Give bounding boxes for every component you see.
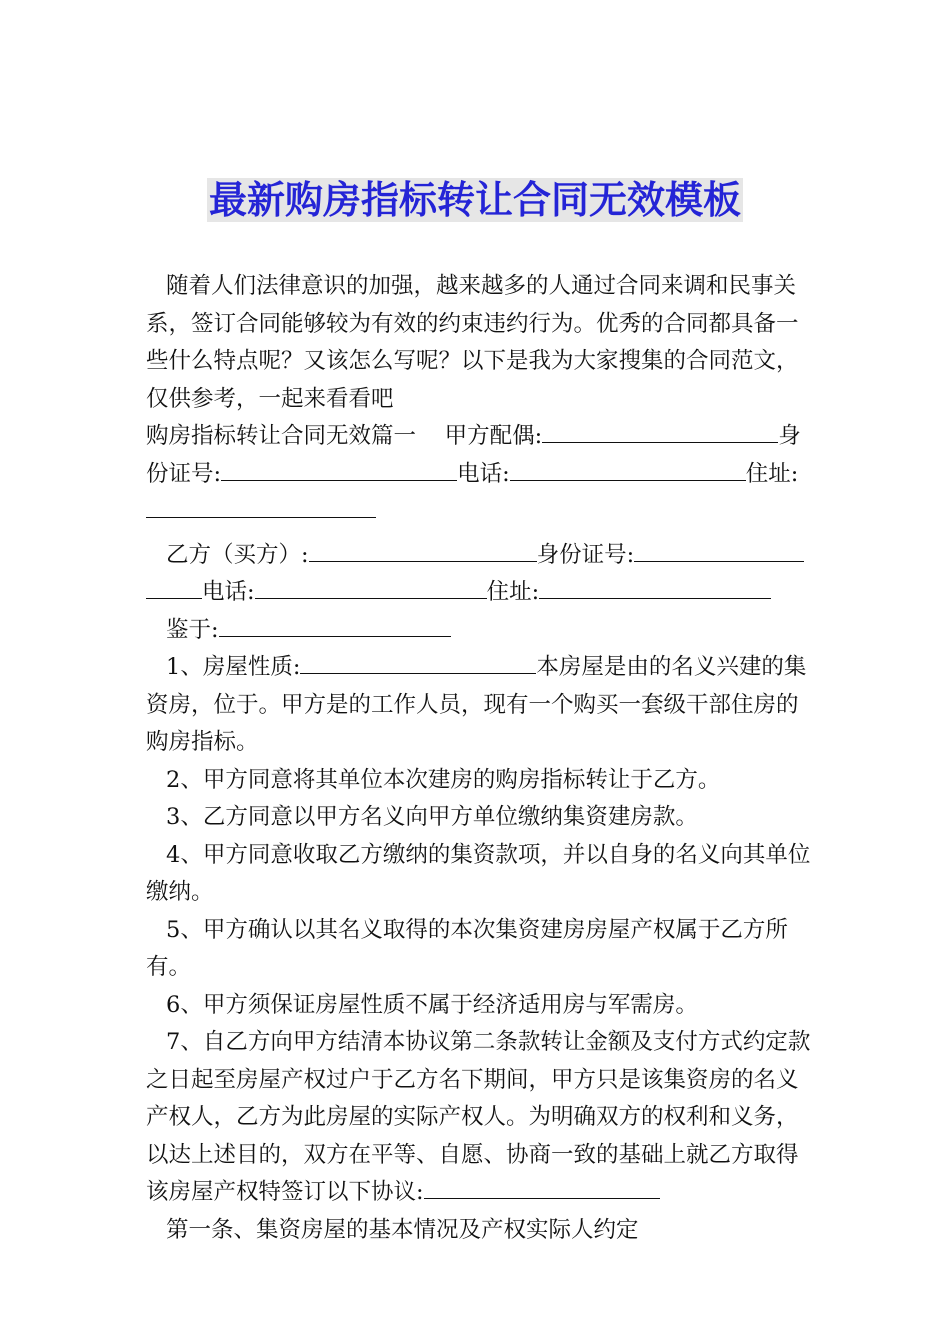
whereas-line [146,612,816,650]
intro-paragraph: 随着人们法律意识的加强，越来越多的人通过合同来调和民事关系，签订合同能够较为有效的约束违约行为。优秀的合同都具备一些什么特点呢？又该怎么写呢？以下是我为大家搜集的合同范文，仅供参考，一起来看看吧 [146,273,799,412]
clause-3: 3、乙方同意以甲方名义向甲方单位缴纳集资建房款。 [166,804,698,830]
clause-4: 4、甲方同意收取乙方缴纳的集资款项，并以自身的名义向其单位缴纳。 [146,841,811,905]
party-a-phone-blank[interactable] [510,458,746,481]
property-nature-blank[interactable] [300,651,536,674]
party-a-id-label-2: 证号: [168,460,222,487]
section-heading: 购房指标转让合同无效篇一 [146,423,417,449]
party-a-phone-label: 电话: [457,460,510,487]
party-a-paragraph [146,418,816,531]
party-a-id-label-1: 身份 [146,423,801,487]
party-b-address-label: 住址: [486,579,540,605]
clause-1 [146,649,816,762]
document-title [0,172,950,228]
party-b-name-blank[interactable] [309,539,537,562]
party-b-id-label: 身份证号: [536,541,635,568]
party-a-address-blank-1[interactable] [146,495,176,518]
party-a-address-blank-2[interactable] [176,495,376,518]
clause-7-blank[interactable] [424,1176,660,1199]
clause-7-text: 7、自乙方向甲方结清本协议第二条款转让金额及支付方式约定款之日起至房屋产权过户于乙方名下期间，甲方只是该集资房的名义产权人，乙方为此房屋的实际产权人。为明确双方的权利和义务，以达上述目的，双方在平等、自愿、协商一致的基础上就乙方取得该房屋产权特签订以下协议: [146,1029,811,1205]
clause-6: 6、甲方须保证房屋性质不属于经济适用房与军需房。 [166,991,698,1018]
party-a-address-label: 住址: [745,460,799,487]
document-body [146,268,816,1249]
party-b-phone-blank[interactable] [255,576,487,599]
party-b-paragraph [146,537,816,612]
document-title-text: 最新购房指标转让合同无效模板 [208,178,741,222]
party-a-spouse-blank[interactable] [542,420,778,443]
party-b-id-blank-1[interactable] [634,539,804,562]
clause-2: 2、甲方同意将其单位本次建房的购房指标转让于乙方。 [166,766,721,793]
whereas-label: 鉴于: [166,616,219,643]
article-1: 第一条、集资房屋的基本情况及产权实际人约定 [166,1216,639,1243]
party-b-address-blank[interactable] [539,576,771,599]
party-b-label: 乙方（买方）: [166,541,309,568]
clause-1-text: 本房屋是由的名义兴建的集资房，位于。甲方是的工作人员，现有一个购买一套级干部住房的购房指标。 [146,654,807,755]
party-b-phone-label: 电话: [202,579,255,605]
party-b-id-blank-2[interactable] [146,576,202,599]
clause-5: 5、甲方确认以其名义取得的本次集资建房房屋产权属于乙方所有。 [146,916,788,980]
party-a-spouse-label: 甲方配偶: [444,423,543,449]
party-a-id-blank[interactable] [221,458,457,481]
clause-7 [146,1024,816,1212]
clause-1-label: 1、房屋性质: [166,654,301,680]
whereas-blank[interactable] [219,614,451,637]
